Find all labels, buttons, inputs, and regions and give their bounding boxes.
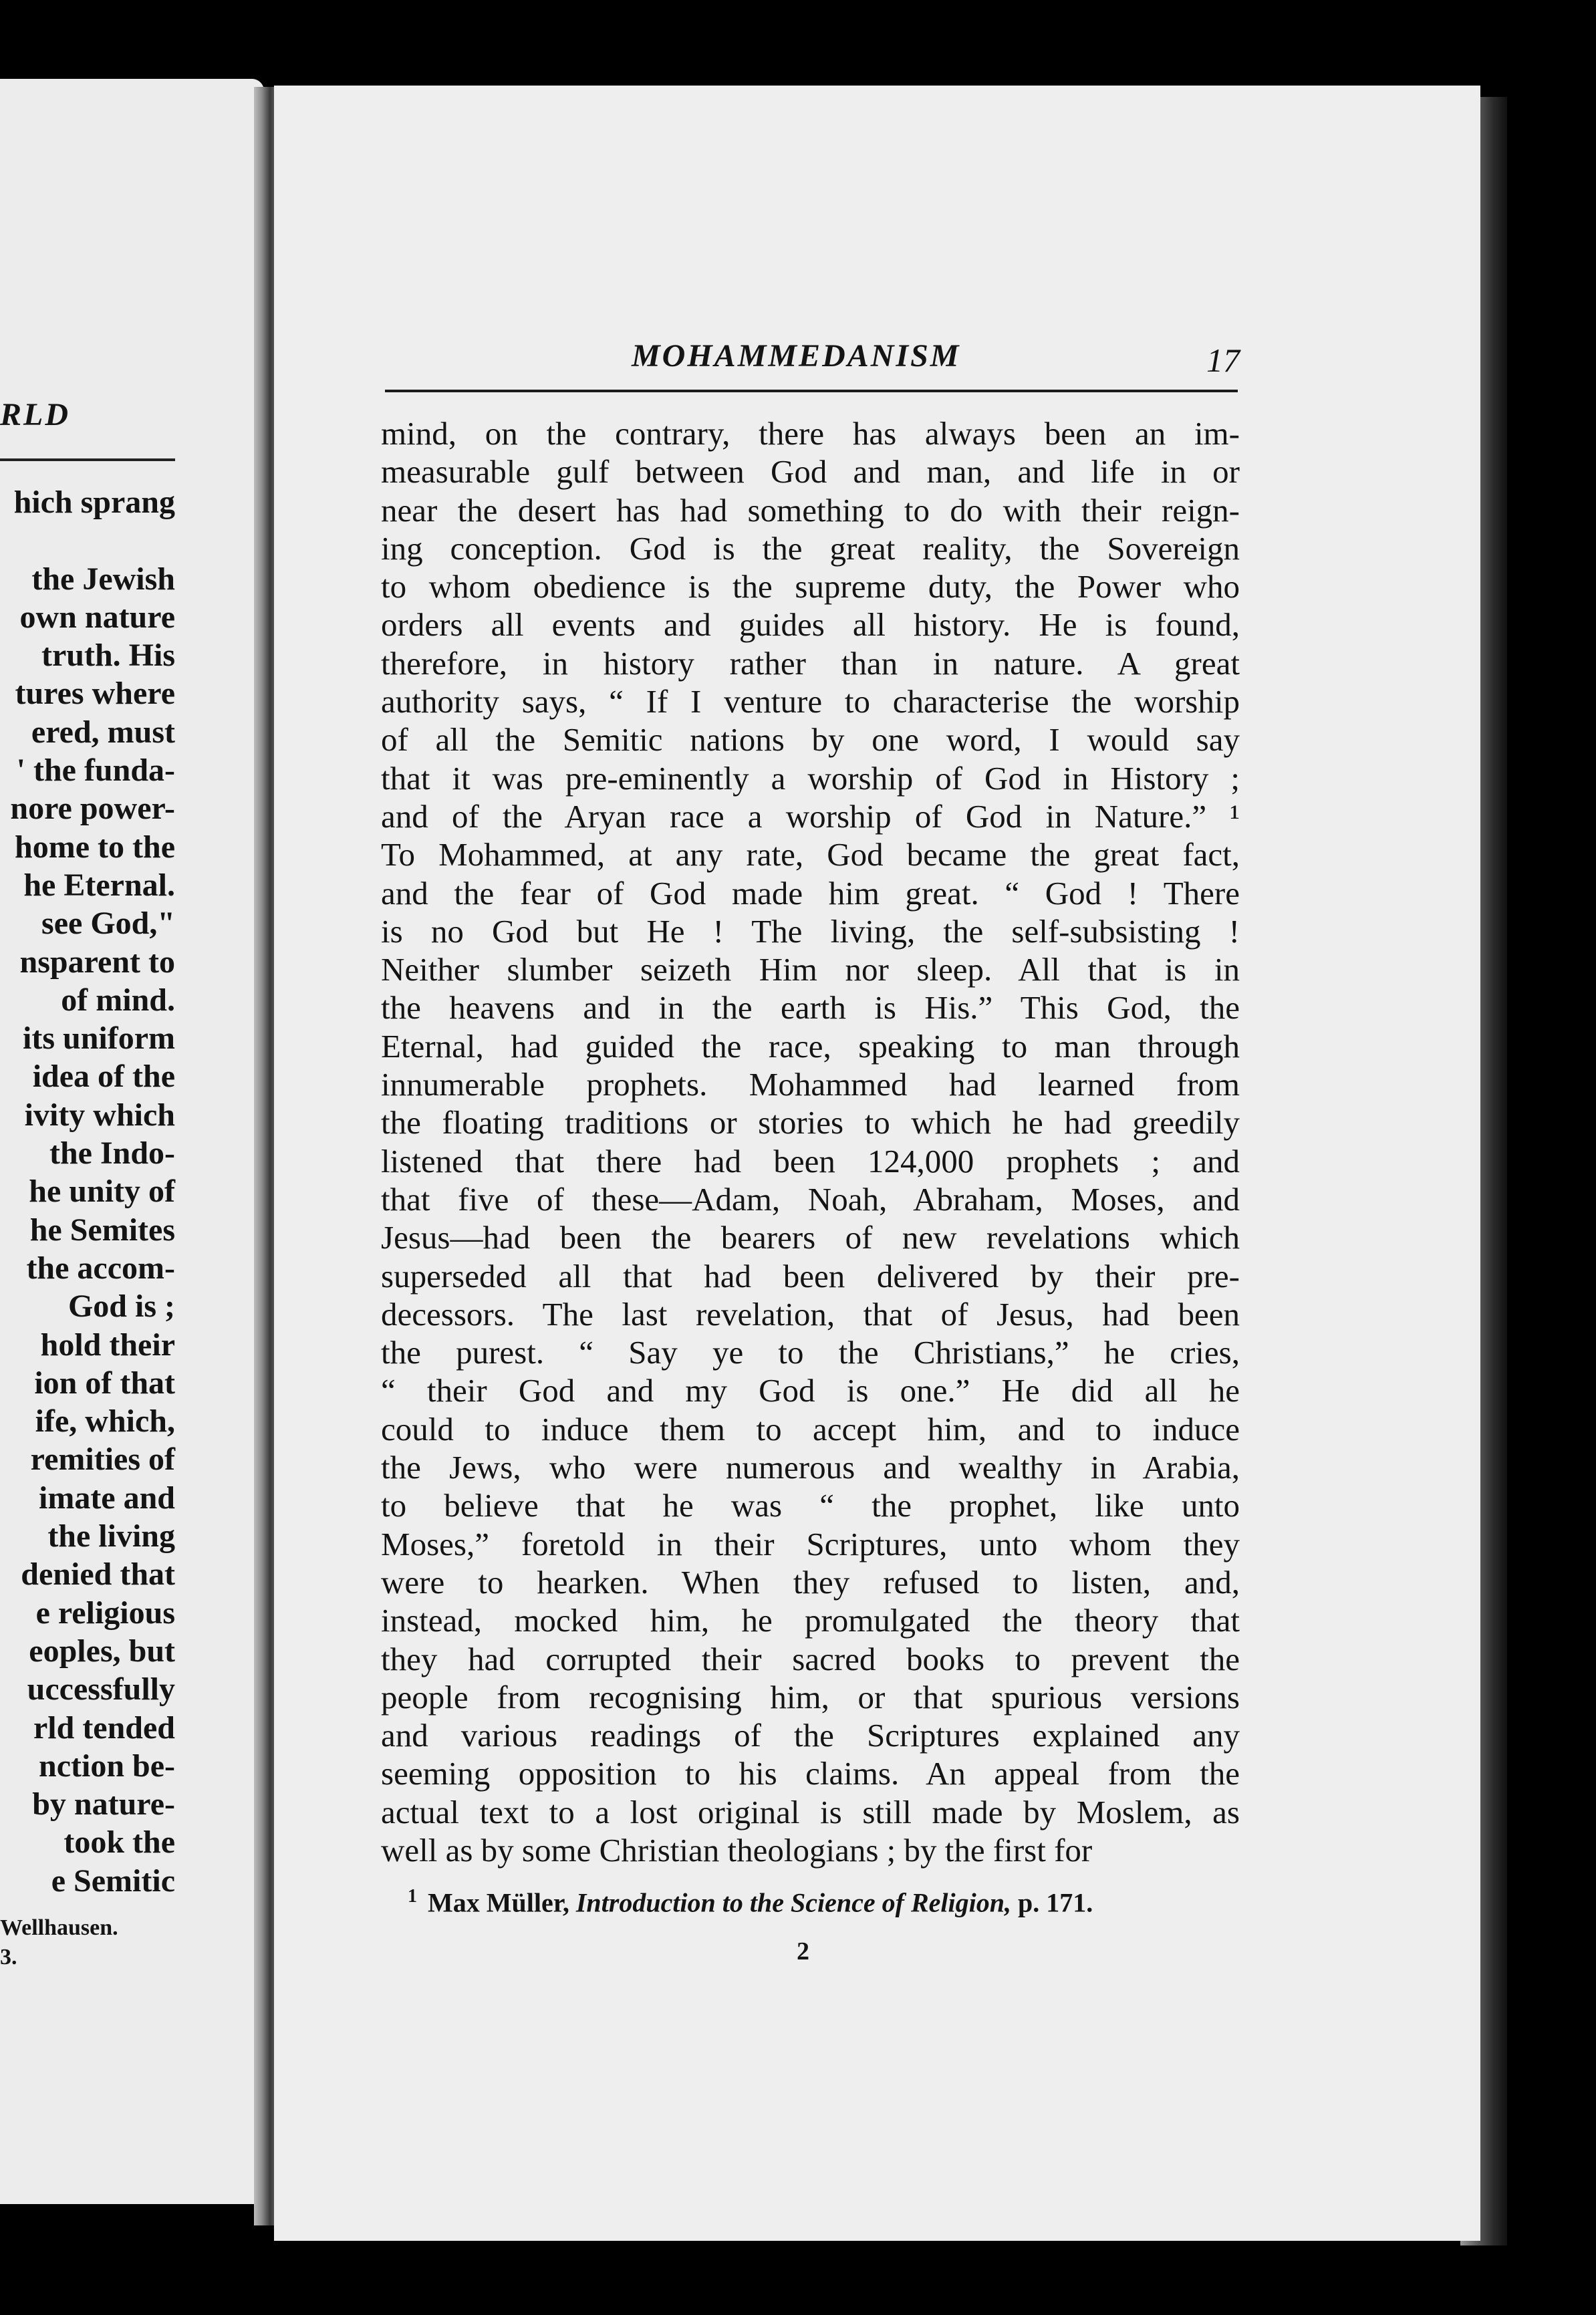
left-text-line: eoples, but <box>29 1633 175 1669</box>
left-text-line: nore power- <box>10 791 175 827</box>
text-line: orders all events and guides all history. He is found, <box>381 606 1240 644</box>
text-line: the Jews, who were numerous and wealthy in Arabia, <box>381 1449 1240 1486</box>
text-line: near the desert has had something to do with their reign- <box>381 491 1240 529</box>
text-line: innumerable prophets. Mohammed had learned from <box>381 1066 1240 1103</box>
left-text-line: ion of that <box>34 1365 175 1401</box>
left-text-line: nction be- <box>39 1748 175 1784</box>
text-line: Neither slumber seizeth Him nor sleep. All that is in <box>381 951 1240 988</box>
left-text-line: the living <box>47 1518 175 1554</box>
text-line: the heavens and in the earth is His.” This God, the <box>381 989 1240 1027</box>
left-text-line: ivity which <box>24 1097 175 1133</box>
left-text-line: he Semites <box>29 1212 175 1248</box>
text-line: decessors. The last revelation, that of Jesus, had been <box>381 1295 1240 1333</box>
text-line: Jesus—had been the bearers of new revelations which <box>381 1219 1240 1256</box>
text-line: superseded all that had been delivered by their pre- <box>381 1257 1240 1295</box>
left-text-line: the Indo- <box>49 1135 175 1172</box>
text-line: they had corrupted their sacred books to prevent the <box>381 1640 1240 1677</box>
text-line: mind, on the contrary, there has always been an im- <box>381 415 1240 452</box>
text-line: is no God but He ! The living, the self-subsisting ! <box>381 912 1240 950</box>
left-text-line: home to the <box>15 829 175 865</box>
left-text-line: nsparent to <box>19 944 175 980</box>
text-line: Eternal, had guided the race, speaking to man through <box>381 1027 1240 1065</box>
left-page-text <box>0 483 175 1900</box>
text-line: people from recognising him, or that spurious versions <box>381 1678 1240 1716</box>
left-page-footnote <box>0 1913 175 1972</box>
footnote-mark: 1 <box>408 1886 417 1907</box>
left-header-rule <box>0 458 175 461</box>
left-text-line: he unity of <box>29 1174 175 1210</box>
running-head: MOHAMMEDANISM <box>632 338 961 374</box>
left-text-line: tures where <box>15 676 175 712</box>
left-footnote-line: 3. <box>0 1945 17 1969</box>
left-text-line <box>0 521 175 559</box>
left-text-line: ife, which, <box>35 1403 175 1440</box>
left-footnote-line: Wellhausen. <box>0 1915 118 1940</box>
left-text-line: its uniform <box>23 1020 175 1057</box>
text-line: instead, mocked him, he promulgated the theory that <box>381 1602 1240 1639</box>
text-line: of all the Semitic nations by one word, I would say <box>381 721 1240 759</box>
left-text-line: remities of <box>30 1442 175 1478</box>
left-text-line: by nature- <box>32 1786 175 1822</box>
text-line: to believe that he was “ the prophet, like unto <box>381 1487 1240 1524</box>
text-line: the purest. “ Say ye to the Christians,” he cries, <box>381 1334 1240 1371</box>
left-text-line: see God," <box>41 906 175 942</box>
text-line: well as by some Christian theologians ; by the first for <box>381 1831 1093 1869</box>
left-running-head: RLD <box>0 397 70 432</box>
body-text <box>381 414 1240 1869</box>
left-text-line: the accom- <box>26 1250 175 1286</box>
left-text-line: he Eternal. <box>23 867 175 903</box>
left-text-line: hold their <box>40 1327 175 1363</box>
left-text-line: rld tended <box>33 1710 175 1746</box>
text-line: “ their God and my God is one.” He did all he <box>381 1372 1240 1409</box>
left-text-line: e Semitic <box>51 1863 175 1899</box>
text-line: and the fear of God made him great. “ God ! There <box>381 874 1240 912</box>
text-line: therefore, in history rather than in nature. A great <box>381 644 1240 682</box>
left-text-line: God is ; <box>68 1288 175 1325</box>
text-line: and of the Aryan race a worship of God in Nature.” ¹ <box>381 797 1240 835</box>
left-text-line: idea of the <box>32 1059 175 1095</box>
text-line: that five of these—Adam, Noah, Abraham, Moses, and <box>381 1180 1240 1218</box>
signature-mark: 2 <box>797 1937 809 1965</box>
footnote-title: Introduction to the Science of Religion, <box>575 1887 1011 1918</box>
left-text-line: took the <box>63 1824 175 1861</box>
text-line: actual text to a lost original is still made by Moslem, as <box>381 1793 1240 1830</box>
text-line: ing conception. God is the great reality, the Sovereign <box>381 529 1240 567</box>
left-text-line: uccessfully <box>27 1671 175 1708</box>
left-text-line: own nature <box>19 599 175 635</box>
text-line: that it was pre-eminently a worship of God in History ; <box>381 759 1240 797</box>
left-text-line: hich sprang <box>13 485 175 520</box>
text-line: the floating traditions or stories to which he had greedily <box>381 1104 1240 1141</box>
left-facing-page <box>0 79 264 2204</box>
footnote-page: p. 171. <box>1017 1887 1093 1918</box>
text-line: seeming opposition to his claims. An appeal from the <box>381 1755 1240 1792</box>
left-text-line: denied that <box>21 1556 175 1593</box>
left-text-line: e religious <box>35 1595 175 1631</box>
text-line: and various readings of the Scriptures explained any <box>381 1717 1240 1754</box>
header-rule <box>385 390 1238 392</box>
left-text-line: imate and <box>39 1480 175 1516</box>
text-line: authority says, “ If I venture to characterise the worship <box>381 683 1240 720</box>
left-text-line: truth. His <box>41 638 175 674</box>
page-number: 17 <box>1206 342 1240 379</box>
footnote <box>408 1886 1230 1918</box>
text-line: to whom obedience is the supreme duty, the Power who <box>381 568 1240 605</box>
left-text-line: the Jewish <box>31 561 175 597</box>
left-text-line: of mind. <box>61 982 175 1018</box>
text-line: Moses,” foretold in their Scriptures, unto whom they <box>381 1525 1240 1562</box>
footnote-author: Max Müller, <box>428 1887 569 1918</box>
text-line: measurable gulf between God and man, and life in or <box>381 453 1240 491</box>
left-text-line: ' the funda- <box>16 753 175 789</box>
text-line: could to induce them to accept him, and to induce <box>381 1410 1240 1448</box>
left-text-line: ered, must <box>31 714 175 750</box>
text-line: To Mohammed, at any rate, God became the great fact, <box>381 836 1240 873</box>
text-line: listened that there had been 124,000 prophets ; and <box>381 1142 1240 1180</box>
text-line: were to hearken. When they refused to listen, and, <box>381 1563 1240 1601</box>
